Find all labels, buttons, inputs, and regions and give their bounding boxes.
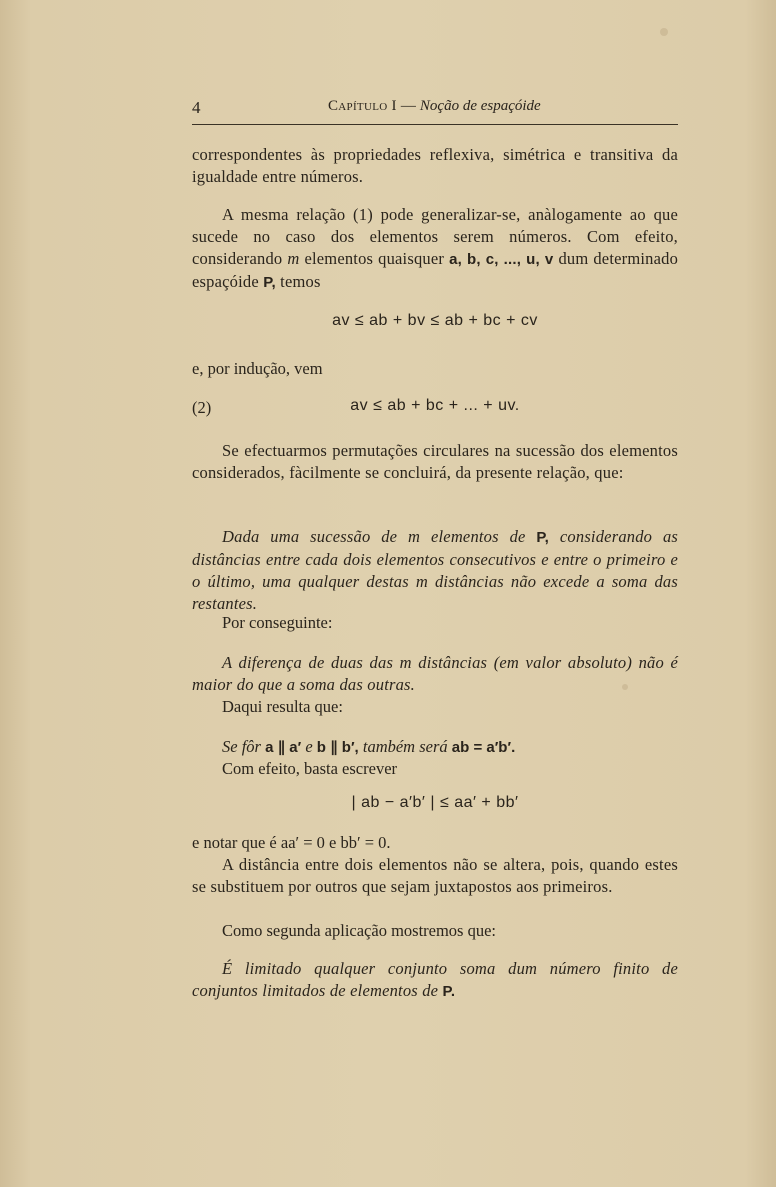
chapter-label: Capítulo I — [328, 98, 417, 114]
relation-a: a ∥ a′ [265, 739, 302, 756]
running-header [192, 98, 678, 124]
chapter-title [328, 98, 541, 115]
paragraph-7: Com efeito, basta escrever [222, 759, 398, 778]
element-list: a, b, c, ..., u, v [449, 251, 554, 268]
equation-label-2: (2) [192, 398, 212, 417]
theorem-3-text-b: e [305, 737, 313, 756]
paragraph-6: Daqui resulta que: [222, 697, 343, 716]
paragraph-2-text-c: dum determinado espaçóide [192, 249, 679, 291]
relation-b: b ∥ b′, [316, 739, 359, 756]
formula-3: | ab − a′b′ | ≤ aa′ + bb′ [351, 794, 519, 811]
formula-1: av ≤ ab + bv ≤ ab + bc + cv [332, 312, 538, 329]
section-title: Noção de espaçóide [419, 98, 541, 114]
theorem-3 [192, 736, 678, 759]
theorem-4 [192, 958, 678, 1003]
paragraph-9: A distância entre dois elementos não se altera, pois, quando estes se substituem por outros que sejam juxtapostos aos primeiros. [192, 855, 678, 896]
paper-stain [660, 28, 668, 36]
theorem-3-text-c: também será [362, 737, 448, 756]
theorem-4-text: É limitado qualquer conjunto soma dum número finito de conjuntos limitados de elementos de [192, 959, 678, 1000]
space-symbol-P: P, [536, 529, 550, 546]
theorem-1 [192, 526, 678, 615]
paragraph-2 [192, 204, 678, 294]
theorem-1-text-b: considerando as distâncias entre cada dois elementos consecutivos e entre o primeiro e o último, uma qualquer destas m distâncias não excede a soma das restantes. [192, 527, 679, 613]
paragraph-5: Por conseguinte: [222, 613, 333, 632]
theorem-1-text-a: Dada uma sucessão de m elementos de [222, 527, 526, 546]
paragraph-2-text-d: temos [280, 272, 321, 291]
paragraph-4: Se efectuarmos permutações circulares na sucessão dos elementos considerados, fàcilmente se concluirá, da presente relação, que: [192, 441, 678, 482]
paragraph-8: e notar que é aa′ = 0 e bb′ = 0. [192, 833, 391, 852]
theorem-3-text-a: Se fôr [222, 737, 261, 756]
page-number: 4 [192, 98, 201, 117]
paragraph-1: correspondentes às propriedades reflexiva, simétrica e transitiva da igualdade entre números. [192, 145, 678, 186]
paragraph-2-text-a: A mesma relação (1) pode generalizar-se, anàlogamente ao que sucede no caso dos elementos serem números. Com efeito, considerando [192, 205, 678, 268]
variable-m: m [287, 249, 300, 268]
header-rule [192, 124, 678, 125]
theorem-2: A diferença de duas das m distâncias (em valor absoluto) não é maior do que a soma das outras. [192, 653, 678, 694]
formula-2: av ≤ ab + bc + ... + uv. [350, 397, 520, 414]
space-symbol-P: P. [442, 983, 456, 1000]
distance-equality: ab = a′b′. [451, 739, 516, 756]
paragraph-10: Como segunda aplicação mostremos que: [222, 921, 497, 940]
paragraph-2-text-b: elementos quaisquer [304, 249, 445, 268]
paragraph-3: e, por indução, vem [192, 359, 323, 378]
space-symbol-P: P, [263, 274, 276, 291]
